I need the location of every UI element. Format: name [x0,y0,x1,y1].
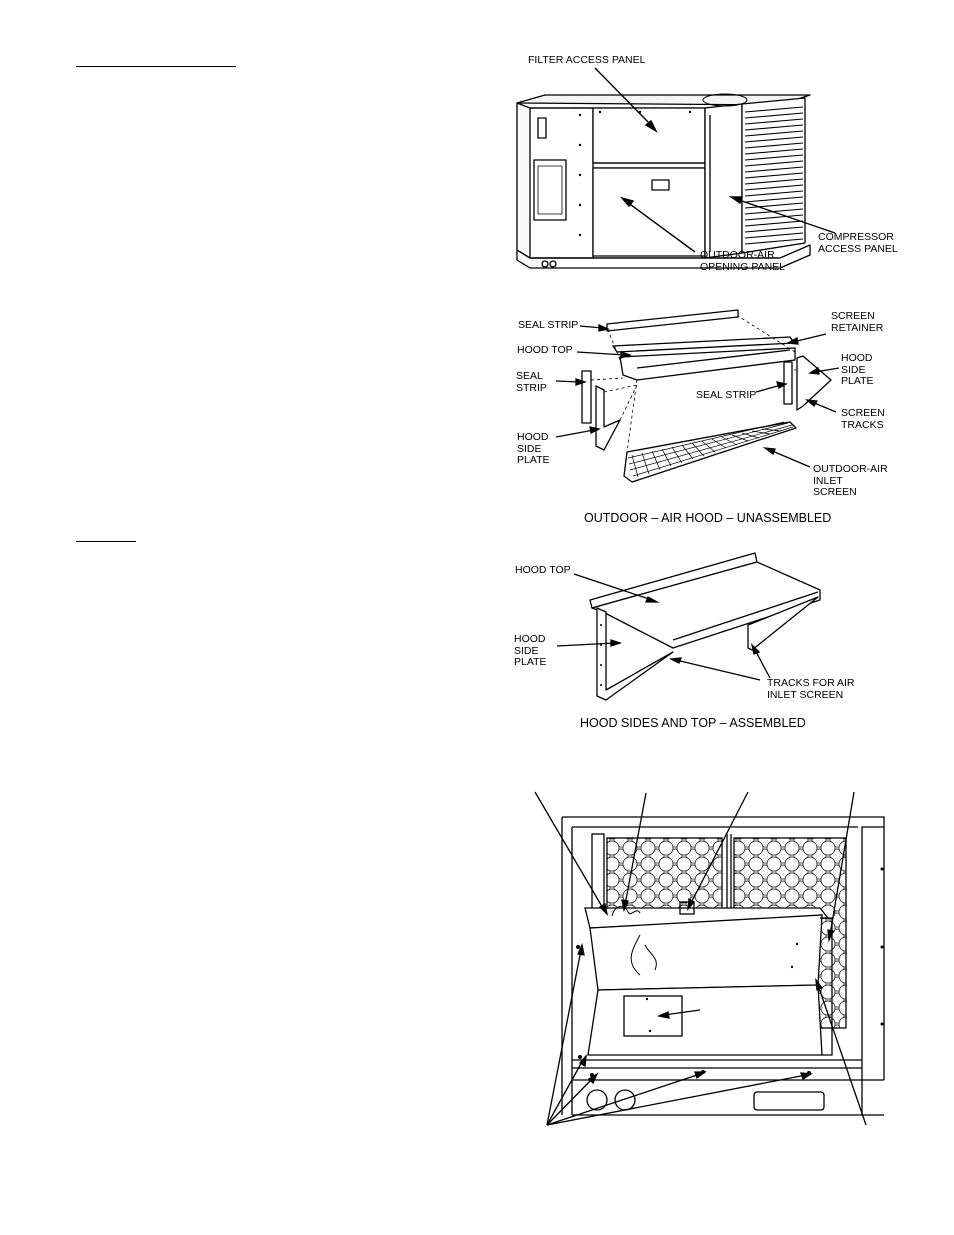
caption-outdoor-air-hood-unassembled: OUTDOOR – AIR HOOD – UNASSEMBLED [584,511,832,525]
label-compressor-access-panel: COMPRESSOR ACCESS PANEL [818,231,898,255]
label-screen-tracks: SCREEN TRACKS [841,407,885,431]
label-hood-top-assembled: HOOD TOP [515,564,571,576]
label-outdoor-air-opening-panel: OUTDOOR-AIR OPENING PANEL [700,249,785,273]
caption-hood-sides-and-top-assembled: HOOD SIDES AND TOP – ASSEMBLED [580,716,806,730]
label-hood-top: HOOD TOP [517,344,573,356]
label-seal-strip-top: SEAL STRIP [518,319,579,331]
label-hood-side-plate-assembled: HOOD SIDE PLATE [514,633,547,668]
label-filter-access-panel: FILTER ACCESS PANEL [528,54,646,66]
label-outdoor-air-inlet-screen: OUTDOOR-AIR INLET SCREEN [813,463,888,498]
label-seal-strip-left: SEAL STRIP [516,370,547,394]
label-seal-strip-center: SEAL STRIP [696,389,757,401]
label-hood-side-plate-right: HOOD SIDE PLATE [841,352,874,387]
label-tracks-for-air-inlet-screen: TRACKS FOR AIR INLET SCREEN [767,677,855,701]
label-screen-retainer: SCREEN RETAINER [831,310,884,334]
label-hood-side-plate-left: HOOD SIDE PLATE [517,431,550,466]
